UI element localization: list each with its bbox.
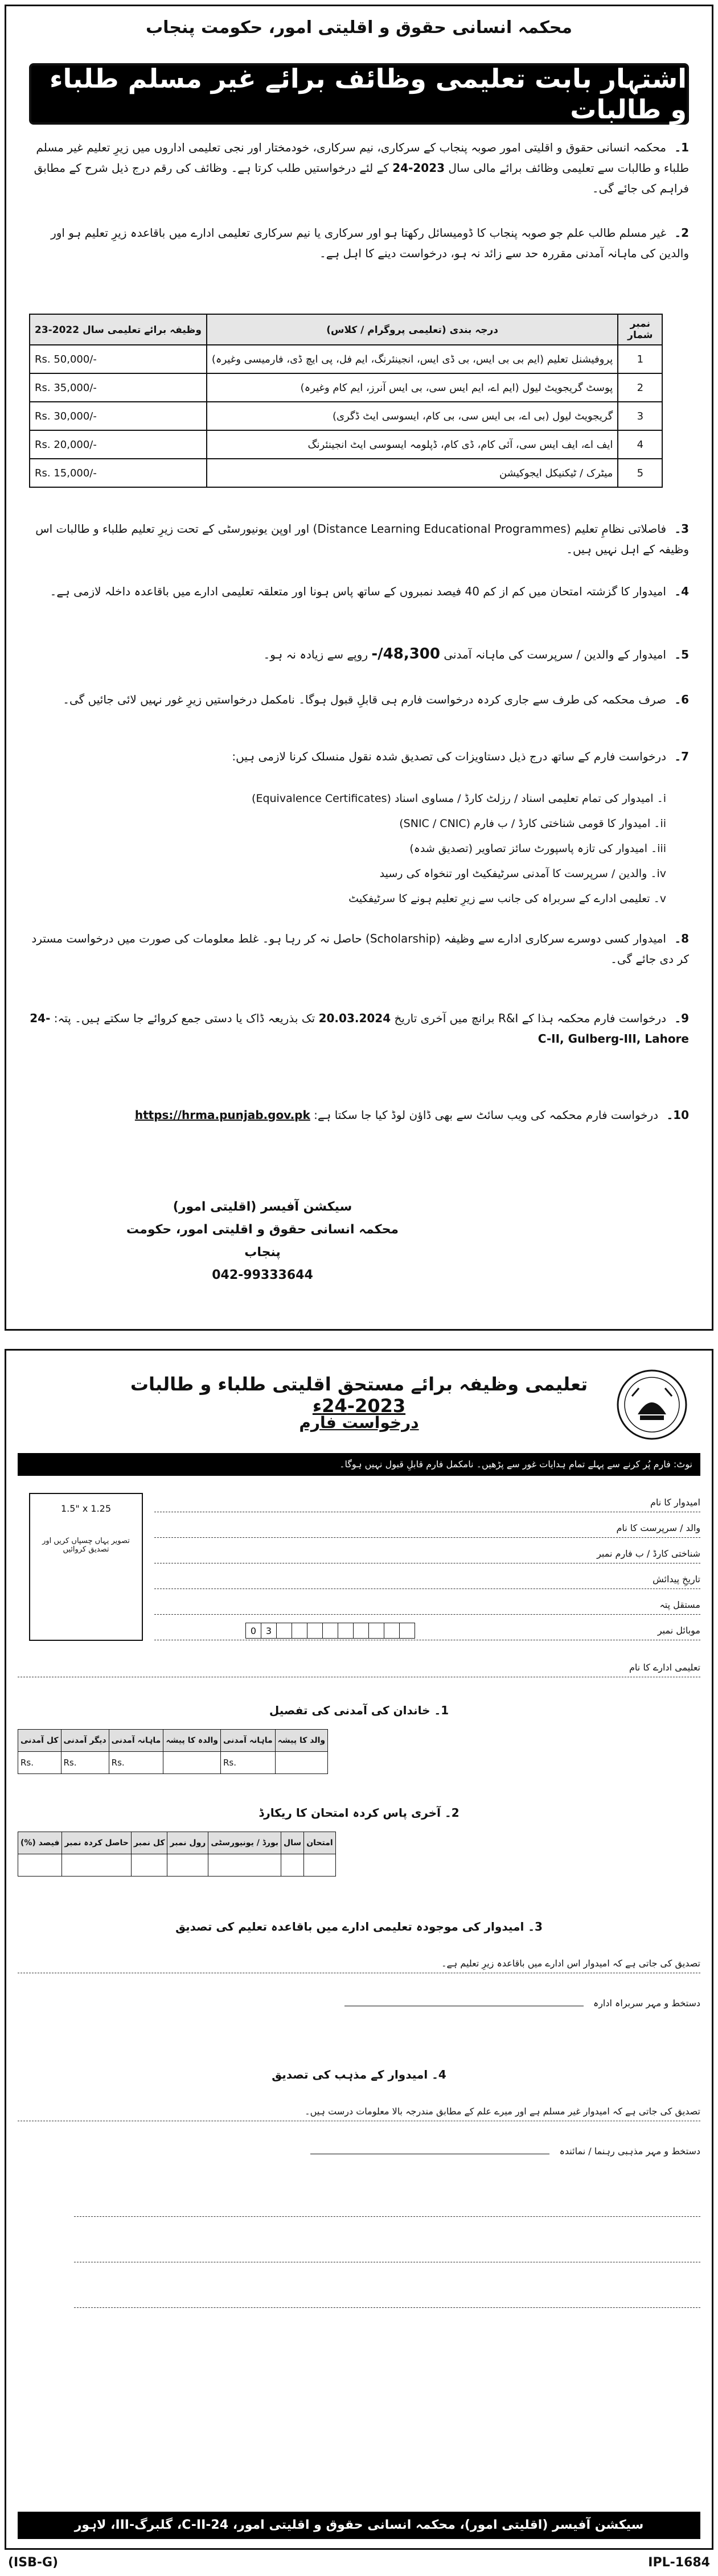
religious-leader-signature[interactable]: دستخط و مہر مذہبی رہنما / نمائندہ (18, 2142, 700, 2161)
form-subtitle: درخواست فارم (299, 1413, 419, 1432)
paragraph-3: 3۔ فاصلاتی نظامِ تعلیم (Distance Learning Educational Programmes) اور اوپن یونیورسٹی کے تحت زیرِ تعلیم طلباء و طالبات اس وظیفہ کے اہل نہیں ہیں۔ (35, 522, 689, 556)
list-item: iv۔ والدین / سرپرست کا آمدنی سرٹیفکیٹ اور تنخواہ کی رسید (379, 867, 666, 880)
table-header-row: امتحان سال بورڈ / یونیورسٹی رول نمبر کل نمبر حاصل کردہ نمبر فیصد (%) (18, 1832, 336, 1854)
field-cnic[interactable]: شناختی کارڈ / ب فارم نمبر (154, 1544, 700, 1563)
advertisement-title: اشتہار بابت تعلیمی وظائف برائے غیر مسلم طلباء و طالبات (49, 63, 687, 125)
income-limit: 48,300/- (371, 645, 440, 662)
paragraph-10: 10۔ درخواست فارم محکمہ کی ویب سائٹ سے بھی ڈاؤن لوڈ کیا جا سکتا ہے: https://hrma.punjab.gov.pk (134, 1108, 689, 1122)
mobile-number-boxes[interactable]: 0 3 (245, 1623, 415, 1639)
deadline-date: 20.03.2024 (318, 1011, 391, 1025)
list-item: v۔ تعلیمی ادارے کے سربراہ کی جانب سے زیرِ تعلیم ہونے کا سرٹیفکیٹ (348, 892, 666, 905)
section-family-income: 1۔ خاندان کی آمدنی کی تفصیل (269, 1703, 449, 1717)
paragraph-5: 5۔ امیدوار کے والدین / سرپرست کی ماہانہ آمدنی 48,300/- روپے سے زیادہ نہ ہو۔ (263, 645, 689, 662)
fiscal-year: 2023-24 (392, 161, 445, 175)
exam-record-table (18, 1832, 336, 1877)
photo-size: 1.5" x 1.25 (60, 1503, 112, 1514)
list-item: iii۔ امیدوار کی تازہ پاسپورٹ سائز تصاویر (تصدیق شدہ) (409, 842, 666, 855)
field-father-name[interactable]: والد / سرپرست کا نام (154, 1519, 700, 1538)
table-row[interactable] (18, 1854, 336, 1877)
list-item: i۔ امیدوار کی تمام تعلیمی اسناد / رزلٹ کارڈ / مساوی اسناد (Equivalence Certificates) (252, 792, 666, 805)
section-exam-record: 2۔ آخری پاس کردہ امتحان کا ریکارڈ (259, 1806, 459, 1820)
religion-verification-text: تصدیق کی جاتی ہے کہ امیدوار غیر مسلم ہے اور میرے علم کے مطابق مندرجہ بالا معلومات درست ہیں۔ (18, 2102, 700, 2121)
institution-verification-text: تصدیق کی جاتی ہے کہ امیدوار اس ادارے میں باقاعدہ زیرِ تعلیم ہے۔ (18, 1954, 700, 1973)
table-row: 3 گریجویٹ لیول (بی اے، بی ایس سی، بی کام، ایسوسی ایٹ ڈگری) Rs. 30,000/- (30, 402, 662, 430)
paragraph-8: 8۔ امیدوار کسی دوسرے سرکاری ادارے سے وظیفہ (Scholarship) حاصل نہ کر رہا ہو۔ غلط معلومات کی صورت میں درخواست مسترد کر دی جائے گی۔ (31, 932, 689, 966)
field-mobile-number[interactable]: موبائل نمبر (154, 1621, 700, 1640)
family-income-table (18, 1729, 328, 1774)
field-institution-name[interactable]: تعلیمی ادارے کا نام (18, 1658, 700, 1677)
paragraph-2: 2۔ غیر مسلم طالب علم جو صوبہ پنجاب کا ڈومیسائل رکھتا ہو اور سرکاری یا نیم سرکاری تعلیمی ادارے میں باقاعدہ زیرِ تعلیم ہو اور والدین کی ماہانہ آمدنی مقررہ حد سے زائد نہ ہو، درخواست دینے کا اہل ہے۔ (51, 226, 689, 260)
scholarship-rate-table (29, 314, 663, 488)
table-row: 4 ایف اے، ایف ایس سی، آئی کام، ڈی کام، ڈپلومہ ایسوسی ایٹ انجینئرنگ Rs. 20,000/- (30, 430, 662, 459)
section-religion-verification: 4۔ امیدوار کے مذہب کی تصدیق (272, 2068, 446, 2081)
contact-phone: 042-99333644 (212, 1268, 313, 1282)
paragraph-6: 6۔ صرف محکمہ کی طرف سے جاری کردہ درخواست فارم ہی قابلِ قبول ہوگا۔ نامکمل درخواستیں زیرِ غور نہیں لائی جائیں گی۔ (63, 693, 689, 706)
form-title: تعلیمی وظیفہ برائے مستحق اقلیتی طلباء و طالبات 2023-24ء (130, 1373, 588, 1417)
scholarship-advertisement (5, 5, 713, 1331)
department-heading: محکمہ انسانی حقوق و اقلیتی امور، حکومت پنجاب (146, 18, 572, 38)
application-form (5, 1349, 713, 2550)
section-institution-verification: 3۔ امیدوار کی موجودہ تعلیمی ادارے میں باقاعدہ تعلیم کی تصدیق (175, 1920, 543, 1933)
field-date-of-birth[interactable]: تاریخِ پیدائش (154, 1570, 700, 1589)
ipl-tag: IPL-1684 (648, 2556, 710, 2570)
photo-box[interactable] (29, 1493, 143, 1641)
extra-lines (18, 2250, 700, 2269)
signoff-department: محکمہ انسانی حقوق و اقلیتی امور، حکومت پنجاب (126, 1223, 399, 1260)
punjab-government-crest-icon (615, 1368, 689, 1442)
institution-head-signature[interactable]: دستخط و مہر سربراہ ادارہ (18, 1994, 700, 2013)
extra-lines (18, 2295, 700, 2315)
paragraph-1: 1۔ محکمہ انسانی حقوق و اقلیتی امور صوبہ پنجاب کے سرکاری، نیم سرکاری، خودمختار اور نجی تعلیمی اداروں میں زیرِ تعلیم غیر مسلم طلباء و طالبات سے تعلیمی وظائف برائے مالی سال 2023-24 کے لئے درخواستیں طلب کرتا ہے۔ وظائف کی رقم درج ذیل شرح کے مطابق فراہم کی جائے گی۔ (34, 141, 689, 195)
form-footer-address: سیکشن آفیسر (اقلیتی امور)، محکمہ انسانی حقوق و اقلیتی امور، 24-C-II، گلبرگ-III، لاہور (18, 2512, 700, 2539)
table-row[interactable]: Rs. Rs. Rs. Rs. (18, 1752, 328, 1774)
list-item: ii۔ امیدوار کا قومی شناختی کارڈ / ب فارم (SNIC / CNIC) (399, 817, 666, 830)
office-address: 24-C-II, Gulberg-III, Lahore (30, 1011, 689, 1046)
paragraph-9: 9۔ درخواست فارم محکمہ ہذا کے R&I برانچ میں آخری تاریخ 20.03.2024 تک بذریعہ ڈاک یا دستی جمع کروائے جا سکتے ہیں۔ پتہ: 24-C-II, Gulberg-III, Lahore (30, 1011, 689, 1046)
website-link[interactable]: https://hrma.punjab.gov.pk (134, 1108, 310, 1122)
signoff-title: سیکشن آفیسر (اقلیتی امور) (173, 1200, 352, 1214)
field-candidate-name[interactable]: امیدوار کا نام (154, 1493, 700, 1512)
isb-tag: (ISB-G) (8, 2556, 59, 2570)
table-row: 1 پروفیشنل تعلیم (ایم بی بی ایس، بی ڈی ایس، انجینئرنگ، ایم فل، پی ایچ ڈی، فارمیسی وغیرہ) Rs. 50,000/- (30, 345, 662, 373)
table-header-row: والد کا پیشہ ماہانہ آمدنی والدہ کا پیشہ ماہانہ آمدنی دیگر آمدنی کل آمدنی (18, 1730, 328, 1752)
photo-hint: تصویر یہاں چسپاں کریں اور تصدیق کروائیں (42, 1537, 130, 1554)
required-documents-list (52, 786, 678, 911)
table-header-row: نمبر شمار درجہ بندی (تعلیمی پروگرام / کلاس) وظیفہ برائے تعلیمی سال 2022-23 (30, 314, 662, 345)
form-note-bar: نوٹ: فارم پُر کرنے سے پہلے تمام ہدایات غور سے پڑھیں۔ نامکمل فارم قابلِ قبول نہیں ہوگا۔ (18, 1453, 700, 1476)
table-row: 2 پوسٹ گریجویٹ لیول (ایم اے، ایم ایس سی، بی ایس آنرز، ایم کام وغیرہ) Rs. 35,000/- (30, 373, 662, 402)
field-permanent-address[interactable]: مستقل پتہ (154, 1595, 700, 1615)
paragraph-4: 4۔ امیدوار کا گزشتہ امتحان میں کم از کم 40 فیصد نمبروں کے ساتھ پاس ہونا اور متعلقہ تعلیمی ادارے میں باقاعدہ داخلہ لازمی ہے۔ (50, 585, 689, 598)
table-row: 5 میٹرک / ٹیکنیکل ایجوکیشن Rs. 15,000/- (30, 459, 662, 487)
paragraph-7: 7۔ درخواست فارم کے ساتھ درج ذیل دستاویزات کی تصدیق شدہ نقول منسلک کرنا لازمی ہیں: (232, 750, 689, 763)
candidate-signature-area[interactable] (18, 2204, 700, 2224)
advertisement-title-banner (29, 63, 689, 125)
signoff-block (120, 1196, 405, 1287)
